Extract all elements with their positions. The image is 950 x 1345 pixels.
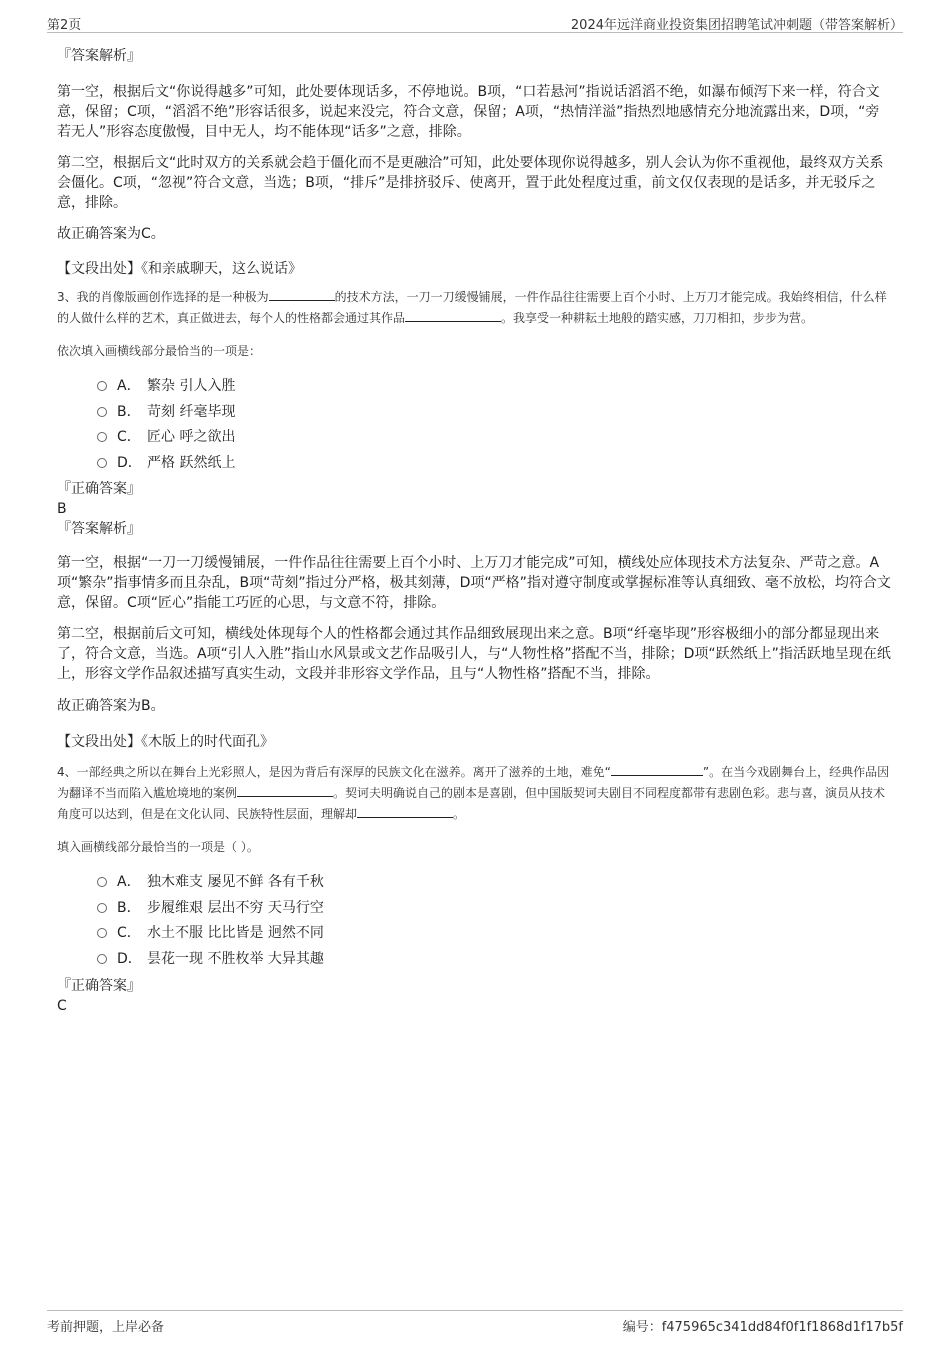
question-3-options [97, 374, 893, 476]
page-header [47, 12, 903, 33]
correct-answer: B [57, 501, 67, 517]
source-citation: 【文段出处】《木版上的时代面孔》 [57, 734, 274, 750]
document-title: 2024年远洋商业投资集团招聘笔试冲刺题（带答案解析） [570, 18, 903, 33]
footer-slogan: 考前押题，上岸必备 [47, 1320, 165, 1335]
document-code: 编号：f475965c341dd84f0f1f1868d1f17b5f [622, 1320, 903, 1335]
question-prompt: 填入画横线部分最恰当的一项是（ ）。 [57, 840, 259, 854]
radio-icon[interactable] [97, 432, 107, 442]
radio-icon[interactable] [97, 381, 107, 391]
option-a[interactable]: A． 繁杂 引人入胜 [97, 374, 893, 400]
answer-conclusion: 故正确答案为B。 [57, 698, 165, 714]
question-3-stem: 3、我的肖像版画创作选择的是一种极为 的技术方法，一刀一刀缓慢铺展，一件作品往往需要上百个小时、上万刀才能完成。我始终相信，什么样的人做什么样的艺术，真正做进去，每个人的性格都会通过其作品 。我享受一种耕耘土地般的踏实感，刀刀相扣，步步为营。 [57, 287, 893, 329]
answer-conclusion: 故正确答案为C。 [57, 226, 165, 242]
radio-icon[interactable] [97, 877, 107, 887]
analysis-paragraph: 第一空，根据“一刀一刀缓慢铺展，一件作品往往需要上百个小时、上万刀才能完成”可知，横线处应体现技术方法复杂、严苛之意。A项“繁杂”指事情多而且杂乱，B项“苛刻”指过分严格，极其刻薄，D项“严格”指对遵守制度或掌握标准等认真细致、毫不放松，均符合文意，保留。C项“匠心”指能工巧匠的心思，与文意不符，排除。 [57, 555, 891, 611]
analysis-label: 『答案解析』 [57, 521, 141, 537]
question-4-stem: 4、一部经典之所以在舞台上光彩照人，是因为背后有深厚的民族文化在滋养。离开了滋养的土地，难免“ ”。在当今戏剧舞台上，经典作品因为翻译不当而陷入尴尬境地的案例 。契诃夫明确说自己的剧本是喜剧，但中国版契诃夫剧目不同程度都带有悲剧色彩。悲与喜，演员从技术角度可以达到，但是在文化认同、民族特性层面，理解却 。 [57, 762, 893, 825]
option-c[interactable]: C． 水土不服 比比皆是 迥然不同 [97, 921, 893, 947]
correct-answer-label: 『正确答案』 [57, 481, 141, 497]
option-b[interactable]: B． 苛刻 纤毫毕现 [97, 400, 893, 426]
page-footer [47, 1310, 903, 1337]
fill-blank [237, 783, 333, 797]
radio-icon[interactable] [97, 954, 107, 964]
radio-icon[interactable] [97, 903, 107, 913]
question-prompt: 依次填入画横线部分最恰当的一项是： [57, 344, 262, 358]
option-a[interactable]: A． 独木难支 屡见不鲜 各有千秋 [97, 870, 893, 896]
option-d[interactable]: D． 严格 跃然纸上 [97, 451, 893, 477]
fill-blank [269, 287, 335, 301]
analysis-paragraph: 第二空，根据后文“此时双方的关系就会趋于僵化而不是更融洽”可知，此处要体现你说得越多，别人会认为你不重视他，最终双方关系会僵化。C项，“忽视”符合文意，当选；B项，“排斥”是排挤驳斥、使离开，置于此处程度过重，前文仅仅表现的是话多，并无驳斥之意，排除。 [57, 155, 884, 211]
correct-answer-label: 『正确答案』 [57, 978, 141, 994]
option-d[interactable]: D． 昙花一现 不胜枚举 大异其趣 [97, 947, 893, 973]
correct-answer: C [57, 998, 67, 1014]
question-4-options [97, 870, 893, 972]
radio-icon[interactable] [97, 458, 107, 468]
radio-icon[interactable] [97, 928, 107, 938]
source-citation: 【文段出处】《和亲戚聊天，这么说话》 [57, 261, 302, 277]
fill-blank [611, 762, 703, 776]
analysis-label: 『答案解析』 [57, 48, 141, 64]
option-b[interactable]: B． 步履维艰 层出不穷 天马行空 [97, 896, 893, 922]
fill-blank [357, 804, 453, 818]
option-c[interactable]: C． 匠心 呼之欲出 [97, 425, 893, 451]
page-content [57, 46, 893, 1016]
radio-icon[interactable] [97, 407, 107, 417]
analysis-paragraph: 第一空，根据后文“你说得越多”可知，此处要体现话多，不停地说。B项，“口若悬河”指说话滔滔不绝，如瀑布倾泻下来一样，符合文意，保留；C项，“滔滔不绝”形容话很多，说起来没完，符合文意，保留；A项，“热情洋溢”指热烈地感情充分地流露出来，D项，“旁若无人”形容态度傲慢，目中无人，均不能体现“话多”之意，排除。 [57, 84, 880, 140]
page-number: 第2页 [47, 18, 82, 33]
analysis-paragraph: 第二空，根据前后文可知，横线处体现每个人的性格都会通过其作品细致展现出来之意。B项“纤毫毕现”形容极细小的部分都显现出来了，符合文意，当选。A项“引人入胜”指山水风景或文艺作品吸引人，与“人物性格”搭配不当，排除；D项“跃然纸上”指活跃地呈现在纸上，形容文学作品叙述描写真实生动，文段并非形容文学作品，且与“人物性格”搭配不当，排除。 [57, 626, 891, 682]
fill-blank [405, 308, 501, 322]
